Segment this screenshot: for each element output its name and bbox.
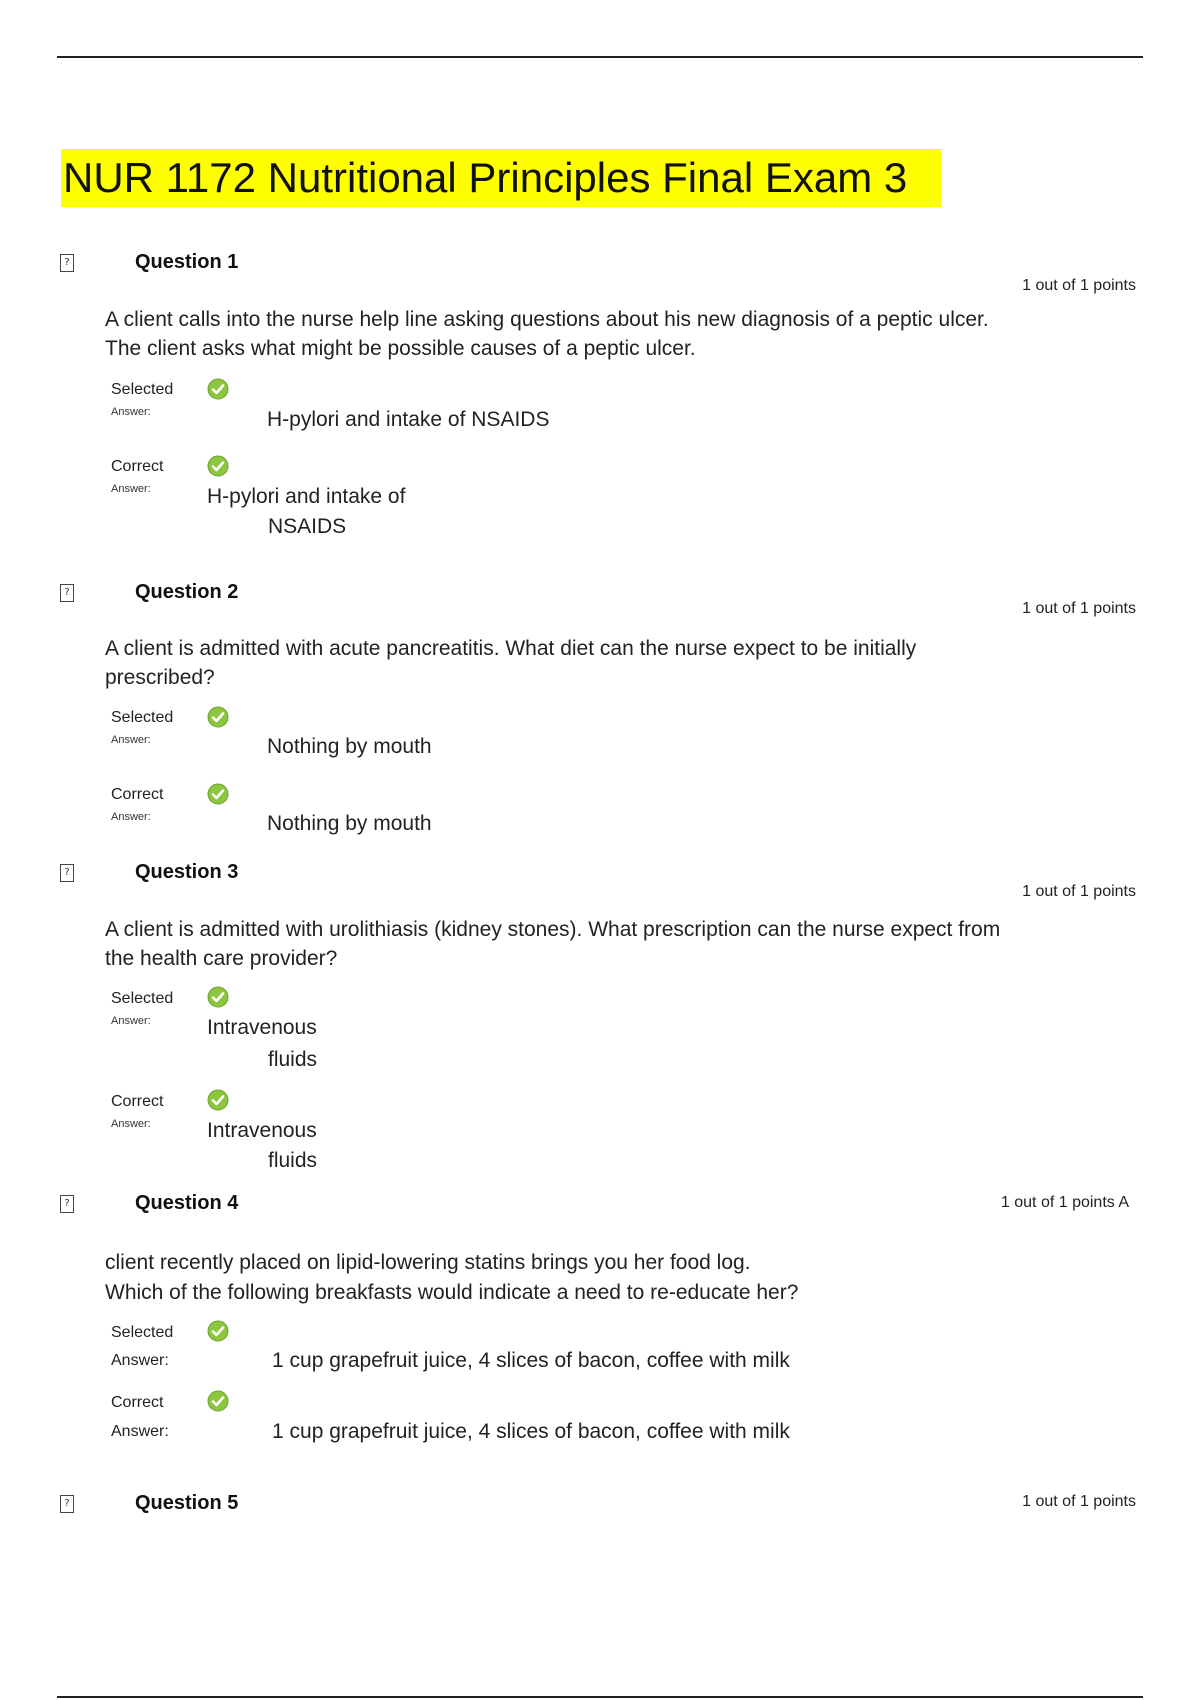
correct-answer-line-2: NSAIDS bbox=[268, 515, 347, 538]
selected-answer: Nothing by mouth bbox=[267, 735, 432, 758]
question-text: A client calls into the nurse help line asking questions about his new diagnosis of a peptic ulcer. The client asks what might be possible causes of a peptic ulcer. bbox=[105, 308, 989, 360]
answer-label: Answer: bbox=[111, 1118, 151, 1130]
top-rule bbox=[57, 56, 1143, 58]
answer-label: Answer: bbox=[111, 1423, 169, 1440]
correct-answer-line-1: Intravenous bbox=[207, 1119, 317, 1142]
answer-label: Answer: bbox=[111, 734, 151, 746]
question-heading: Question 2 bbox=[135, 581, 239, 603]
check-icon bbox=[207, 783, 229, 805]
bottom-rule bbox=[57, 1696, 1143, 1698]
selected-answer: 1 cup grapefruit juice, 4 slices of bacon, coffee with milk bbox=[272, 1349, 790, 1372]
question-marker-icon: ? bbox=[60, 1195, 74, 1213]
question-points: 1 out of 1 points bbox=[1022, 600, 1136, 617]
correct-answer-line-1: H-pylori and intake of bbox=[207, 485, 406, 508]
selected-label: Selected bbox=[111, 709, 174, 726]
question-marker-icon: ? bbox=[60, 864, 74, 882]
question-marker-icon: ? bbox=[60, 584, 74, 602]
selected-answer-line-2: fluids bbox=[268, 1048, 318, 1071]
answer-label: Answer: bbox=[111, 811, 151, 823]
question-text: A client is admitted with acute pancreatitis. What diet can the nurse expect to be initially prescribed? bbox=[105, 637, 917, 689]
question-marker-icon: ? bbox=[60, 254, 74, 272]
check-icon bbox=[207, 986, 229, 1008]
page-title: NUR 1172 Nutritional Principles Final Exam 3 bbox=[61, 149, 941, 207]
check-icon bbox=[207, 378, 229, 400]
selected-answer: H-pylori and intake of NSAIDS bbox=[267, 408, 550, 431]
check-icon bbox=[207, 706, 229, 728]
correct-label: Correct bbox=[111, 786, 164, 803]
question-text-line-1: client recently placed on lipid-lowering statins brings you her food log. bbox=[105, 1251, 751, 1274]
correct-label: Correct bbox=[111, 458, 164, 475]
correct-answer: 1 cup grapefruit juice, 4 slices of bacon, coffee with milk bbox=[272, 1420, 790, 1443]
question-heading: Question 3 bbox=[135, 861, 239, 883]
answer-label: Answer: bbox=[111, 1015, 151, 1027]
correct-answer: Nothing by mouth bbox=[267, 812, 432, 835]
selected-answer-line-1: Intravenous bbox=[207, 1016, 317, 1039]
question-text-line-2: Which of the following breakfasts would indicate a need to re-educate her? bbox=[105, 1281, 799, 1304]
correct-label: Correct bbox=[111, 1093, 164, 1110]
selected-label: Selected bbox=[111, 381, 174, 398]
question-points: 1 out of 1 points bbox=[1022, 883, 1136, 900]
question-points: 1 out of 1 points bbox=[1022, 1493, 1136, 1510]
question-text: A client is admitted with urolithiasis (kidney stones). What prescription can the nurse expect from the health care provider? bbox=[105, 918, 1001, 970]
selected-label: Selected bbox=[111, 1324, 174, 1341]
check-icon bbox=[207, 1089, 229, 1111]
answer-label: Answer: bbox=[111, 1352, 169, 1369]
question-points: 1 out of 1 points A bbox=[1000, 1194, 1129, 1211]
answer-label: Answer: bbox=[111, 406, 151, 418]
question-points: 1 out of 1 points bbox=[1022, 277, 1136, 294]
question-heading: Question 1 bbox=[135, 251, 239, 273]
answer-label: Answer: bbox=[111, 483, 151, 495]
correct-label: Correct bbox=[111, 1394, 164, 1411]
question-heading: Question 4 bbox=[135, 1192, 239, 1214]
selected-label: Selected bbox=[111, 990, 174, 1007]
check-icon bbox=[207, 1390, 229, 1412]
check-icon bbox=[207, 455, 229, 477]
question-heading: Question 5 bbox=[135, 1492, 239, 1514]
question-marker-icon: ? bbox=[60, 1495, 74, 1513]
correct-answer-line-2: fluids bbox=[268, 1149, 318, 1172]
check-icon bbox=[207, 1320, 229, 1342]
